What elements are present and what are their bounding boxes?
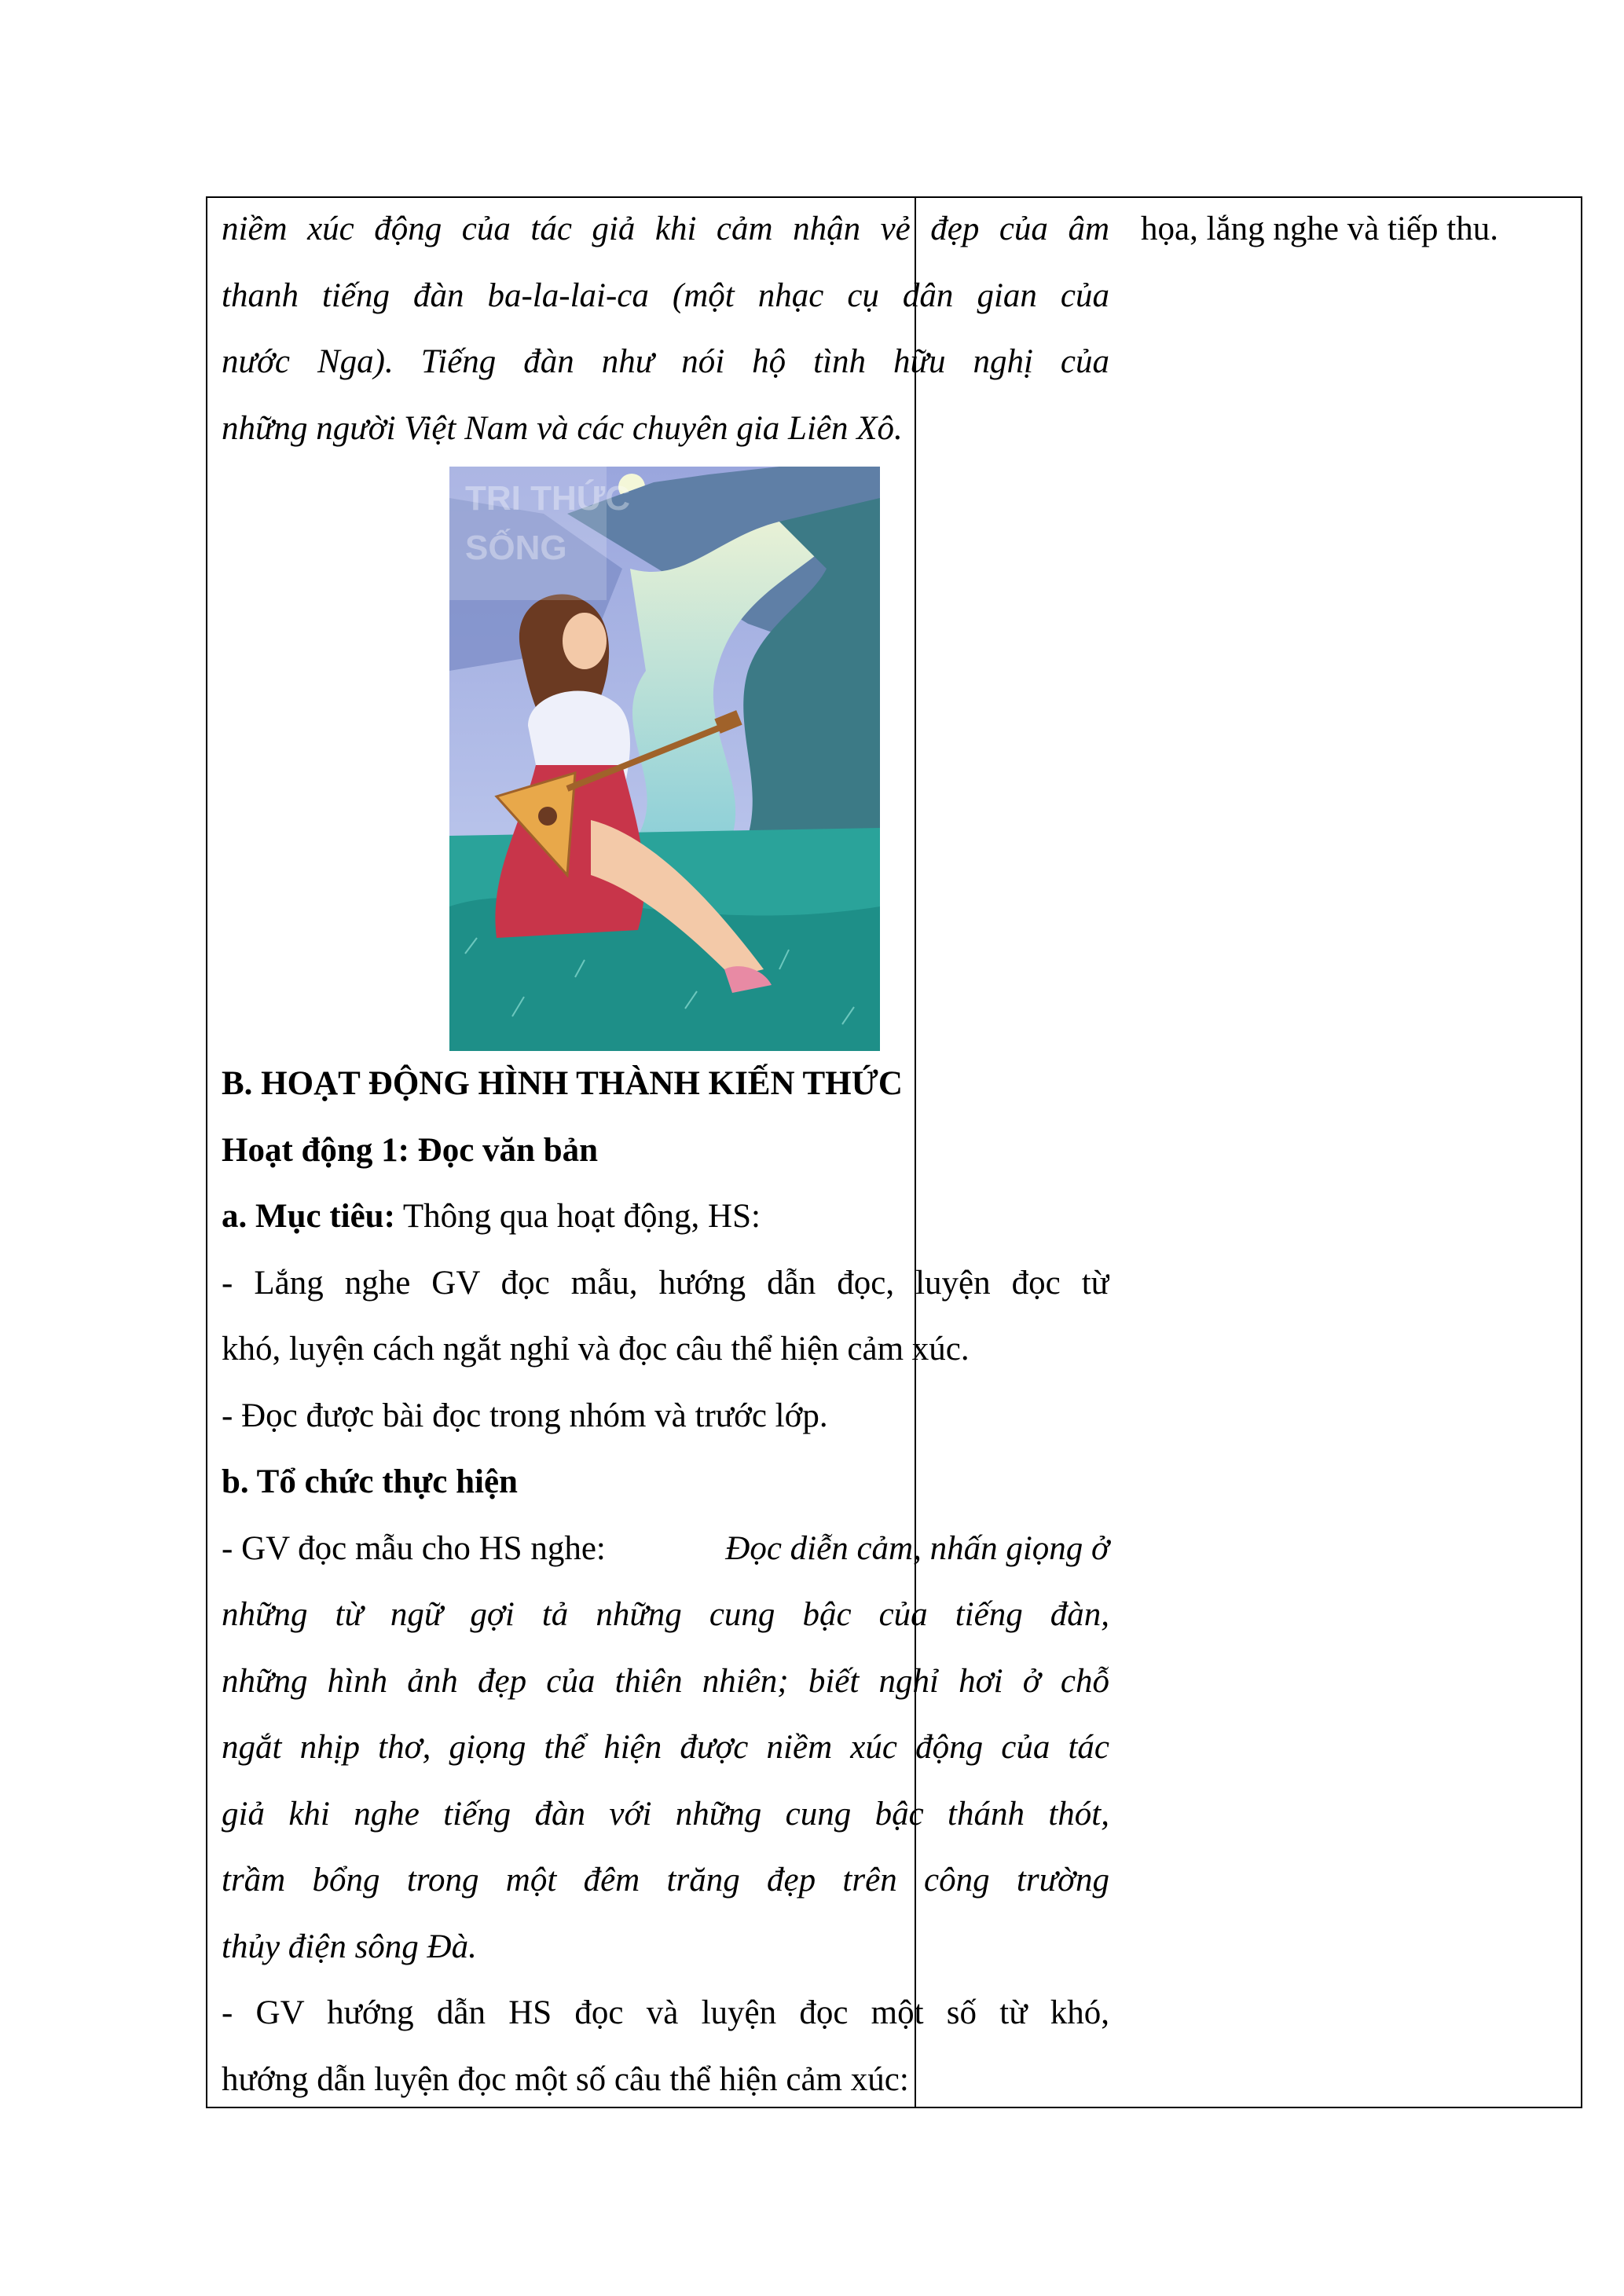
reading-line: thủy điện sông Đà.: [222, 1928, 477, 1965]
guide-line: hướng dẫn luyện đọc một số câu thể hiện cảm xúc:: [222, 2060, 909, 2098]
objective-item: - Đọc được bài đọc trong nhóm và trước lớp.: [222, 1397, 828, 1434]
reading-line: giả khi nghe tiếng đàn với những cung bậc thánh thót,: [222, 1795, 1109, 1833]
intro-line: những người Việt Nam và các chuyên gia Liên Xô.: [222, 409, 903, 447]
implementation-heading: b. Tổ chức thực hiện: [222, 1463, 518, 1500]
section-heading: B. HOẠT ĐỘNG HÌNH THÀNH KIẾN THỨC: [222, 1065, 903, 1102]
objective-item: - Lắng nghe GV đọc mẫu, hướng dẫn đọc, luyện đọc từ: [222, 1264, 1109, 1302]
reading-line: trầm bổng trong một đêm trăng đẹp trên công trường: [222, 1862, 1109, 1899]
reading-line: [222, 1516, 1109, 1583]
student-activities-column: [1141, 196, 1565, 263]
objective-label: a. Mục tiêu:: [222, 1198, 395, 1235]
reading-line: những hình ảnh đẹp của thiên nhiên; biết nghỉ hơi ở chỗ: [222, 1662, 1109, 1700]
balalaika-girl-illustration: [449, 467, 880, 1051]
objective-item: khó, luyện cách ngắt nghỉ và đọc câu thể hiện cảm xúc.: [222, 1331, 970, 1368]
intro-line: thanh tiếng đàn ba-la-lai-ca (một nhạc cụ dân gian của: [222, 276, 1109, 314]
svg-text:TRI THỨC: TRI THỨC: [465, 479, 631, 518]
guide-line: - GV hướng dẫn HS đọc và luyện đọc một số từ khó,: [222, 1994, 1109, 2031]
reading-line: ngắt nhịp thơ, giọng thể hiện được niềm xúc động của tác: [222, 1729, 1109, 1766]
objective-text: Thông qua hoạt động, HS:: [394, 1198, 761, 1235]
reading-text: Đọc diễn cảm, nhấn giọng ở: [725, 1529, 1109, 1567]
intro-line: nước Nga). Tiếng đàn như nói hộ tình hữu nghị của: [222, 343, 1109, 380]
reading-lead: - GV đọc mẫu cho HS nghe:: [222, 1529, 606, 1567]
objective-line: [222, 1184, 1109, 1251]
teacher-activities-column: [222, 196, 1109, 2113]
svg-text:SỐNG: SỐNG: [465, 529, 567, 567]
activity-heading: Hoạt động 1: Đọc văn bản: [222, 1131, 599, 1169]
student-text: họa, lắng nghe và tiếp thu.: [1141, 211, 1498, 247]
intro-line: niềm xúc động của tác giả khi cảm nhận vẻ đẹp của âm: [222, 211, 1109, 247]
reading-line: những từ ngữ gợi tả những cung bậc của tiếng đàn,: [222, 1596, 1109, 1633]
